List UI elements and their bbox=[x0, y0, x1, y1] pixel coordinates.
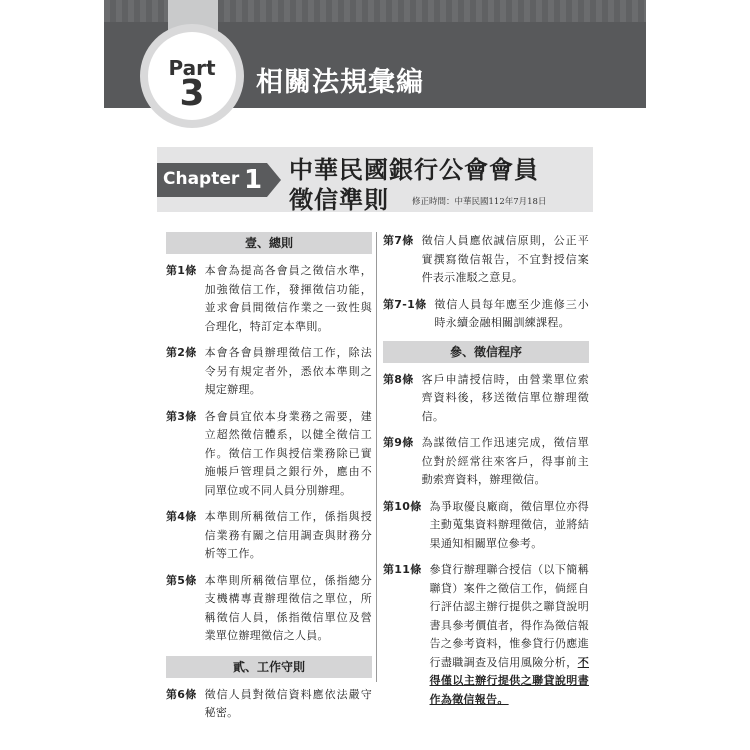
chapter-title-line1: 中華民國銀行公會會員 bbox=[289, 156, 539, 184]
article-number: 第11條 bbox=[383, 563, 422, 576]
article-number: 第7-1條 bbox=[383, 297, 427, 311]
article-number: 第6條 bbox=[166, 687, 197, 701]
section-heading: 貳、工作守則 bbox=[166, 656, 372, 678]
article-text bbox=[430, 561, 589, 709]
article-text: 本準則所稱徵信工作，係指與授信業務有關之信用調查與財務分析等工作。 bbox=[204, 510, 372, 560]
article-number: 第4條 bbox=[166, 510, 197, 523]
right-column bbox=[383, 232, 589, 717]
section-heading: 參、徵信程序 bbox=[383, 341, 589, 363]
article-text: 為謀徵信工作迅速完成，徵信單位對於經常往來客戶，得事前主動索齊資料，辦理徵信。 bbox=[421, 436, 589, 486]
column-divider bbox=[376, 232, 377, 682]
article bbox=[166, 408, 372, 501]
part-title: 相關法規彙編 bbox=[256, 67, 424, 98]
article bbox=[383, 232, 589, 288]
chapter-title-line2: 徵信準則 bbox=[289, 186, 389, 214]
article bbox=[166, 572, 372, 646]
revision-date: 修正時間：中華民國112年7月18日 bbox=[412, 197, 547, 207]
article bbox=[383, 371, 589, 427]
article-number: 第2條 bbox=[166, 346, 197, 359]
article-text: 各會員宜依本身業務之需要，建立超然徵信體系，以健全徵信工作。徵信工作與授信業務除已實施帳戶管理員之銀行外，應由不同單位或不同人員分別辦理。 bbox=[204, 409, 372, 497]
article-number: 第10條 bbox=[383, 499, 422, 513]
article-number: 第5條 bbox=[166, 573, 197, 587]
article-text-emphasis: 不得僅以主辦行提供之聯貸說明書作為徵信報告。 bbox=[429, 655, 589, 706]
article bbox=[166, 262, 372, 336]
chapter-word: Chapter bbox=[163, 169, 240, 189]
article-text: 客戶申請授信時，由營業單位索齊資料後，移送徵信單位辦理徵信。 bbox=[421, 372, 589, 423]
article bbox=[166, 508, 372, 564]
article-text: 徵信人員對徵信資料應依法嚴守秘密。 bbox=[204, 687, 372, 719]
chapter-label-arrow bbox=[267, 163, 281, 197]
article-text: 為爭取優良廠商，徵信單位亦得主動蒐集資料辦理徵信，並將結果通知相關單位參考。 bbox=[429, 499, 589, 550]
article-number: 第7條 bbox=[383, 234, 414, 247]
article-number: 第1條 bbox=[166, 264, 197, 277]
part-word: Part bbox=[168, 56, 216, 80]
article-text: 本會各會員辦理徵信工作，除法令另有規定者外，悉依本準則之規定辦理。 bbox=[204, 346, 372, 396]
chapter-number: 1 bbox=[244, 165, 263, 195]
article-text-body: 參貸行辦理聯合授信（以下簡稱聯貸）案件之徵信工作，倘經自行評估認主辦行提供之聯貸說明書具參考價值者，得作為徵信報告之參考資料，惟參貸行仍應進行盡職調查及信用風險分析， bbox=[429, 563, 589, 669]
article-text: 本準則所稱徵信單位，係指總分支機構專責辦理徵信之單位，所稱徵信人員，係指徵信單位及營業單位辦理徵信之人員。 bbox=[204, 573, 372, 642]
article bbox=[383, 561, 589, 709]
part-number: 3 bbox=[179, 73, 205, 114]
article bbox=[383, 296, 589, 333]
article-text: 徵信人員每年應至少進修三小時永續金融相關訓練課程。 bbox=[434, 297, 589, 329]
left-column bbox=[166, 232, 372, 731]
article-text: 徵信人員應依誠信原則，公正平實撰寫徵信報告，不宜對授信案件表示准駁之意見。 bbox=[421, 234, 589, 284]
article-number: 第3條 bbox=[166, 409, 197, 423]
article-text: 本會為提高各會員之徵信水準，加強徵信工作，發揮徵信功能，並求會員間徵信作業之一致性與合理化，特訂定本準則。 bbox=[204, 264, 372, 333]
article bbox=[166, 344, 372, 400]
article-number: 第8條 bbox=[383, 372, 414, 386]
article bbox=[383, 434, 589, 490]
article bbox=[383, 498, 589, 554]
article-number: 第9條 bbox=[383, 436, 414, 449]
section-heading: 壹、總則 bbox=[166, 232, 372, 254]
article bbox=[166, 686, 372, 723]
